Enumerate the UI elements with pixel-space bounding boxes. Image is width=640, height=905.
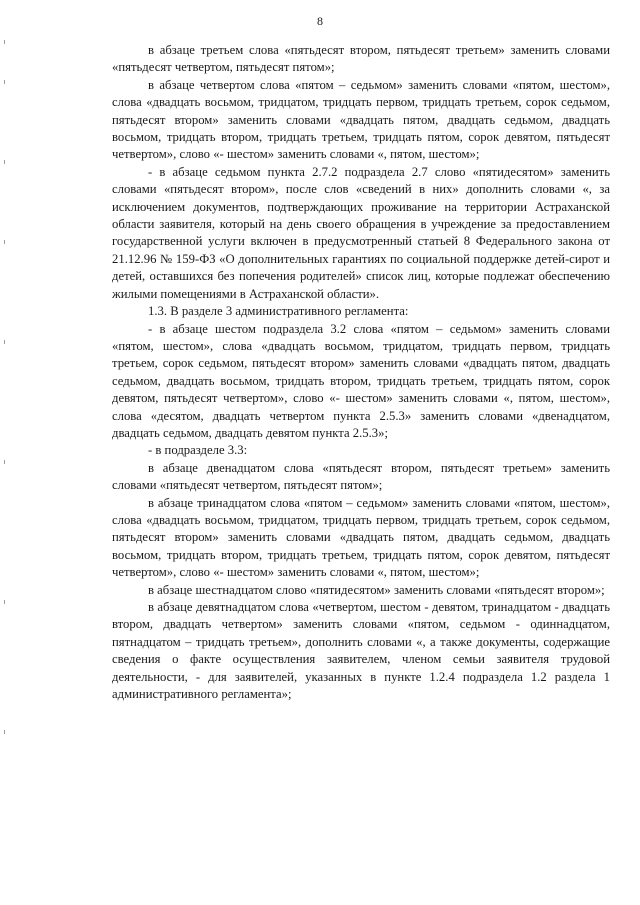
paragraph: - в абзаце седьмом пункта 2.7.2 подраздела 2.7 слово «пятидесятом» заменить словами «пятьдесят втором», после слов «сведений в них» дополнить словами «, за исключением документов, подтверждающих проживание на территории Астраханской области заявителя, который на день своего обращения в учреждение за предоставлением государственной услуги включен в предусмотренный статьей 8 Федерального закона от 21.12.96 № 159-ФЗ «О дополнительных гарантиях по социальной поддержке детей-сирот и детей, оставшихся без попечения родителей» список лиц, которые подлежат обеспечению жилыми помещениями в Астраханской области».	[112, 164, 610, 301]
paragraph: в абзаце четвертом слова «пятом – седьмом» заменить словами «пятом, шестом», слова «двадцать восьмом, тридцатом, тридцать первом, тридцать третьем, сорок седьмом, пятьдесят втором» заменить словами «двадцать пятом, двадцать седьмом, двадцать восьмом, тридцать втором, тридцать третьем, тридцать пятом, сорок девятом, пятьдесят четвертом», слово «- шестом» заменить словами «, пятом, шестом»;	[112, 77, 610, 162]
scan-margin-marks	[4, 40, 6, 780]
paragraph: - в абзаце шестом подраздела 3.2 слова «пятом – седьмом» заменить словами «пятом, шестом», слова «двадцать восьмом, тридцатом, тридцать первом, тридцать третьем, сорок седьмом, пятьдесят втором» заменить словами «двадцать пятом, двадцать седьмом, двадцать восьмом, тридцать втором, тридцать третьем, тридцать пятом, сорок девятом, пятьдесят четвертом», слово «- шестом» заменить словами «, пятом, шестом», слова «десятом, двадцать четвертом пункта 2.5.3» заменить словами «двенадцатом, двадцать седьмом, двадцать девятом пункта 2.5.3»;	[112, 321, 610, 440]
paragraph: в абзаце шестнадцатом слово «пятидесятом» заменить словами «пятьдесят втором»;	[148, 582, 605, 597]
paragraph: в абзаце девятнадцатом слова «четвертом, шестом - девятом, тринадцатом - двадцать втором, двадцать четвертом» заменить словами «пятом, седьмом - одиннадцатом, пятнадцатом – тридцать третьем», дополнить словами «, а также документы, содержащие сведения о факте осуществления заявителем, членом семьи заявителя трудовой деятельности, - для заявителей, указанных в пункте 1.2.4 подраздела 1.2 раздела 1 административного регламента»;	[112, 600, 610, 702]
paragraph: в абзаце тринадцатом слова «пятом – седьмом» заменить словами «пятом, шестом», слова «двадцать восьмом, тридцатом, тридцать первом, тридцать третьем, сорок седьмом, пятьдесят втором» заменить словами «двадцать пятом, двадцать седьмом, двадцать восьмом, тридцать втором, тридцать третьем, тридцать пятом, сорок девятом, пятьдесят четвертом», слово «- шестом» заменить словами «, пятом, шестом»;	[112, 495, 610, 580]
section-heading: 1.3. В разделе 3 административного регламента:	[148, 304, 409, 319]
paragraph: в абзаце третьем слова «пятьдесят втором, пятьдесят третьем» заменить словами «пятьдесят четвертом, пятьдесят пятом»;	[112, 43, 610, 75]
page-number: 8	[317, 14, 323, 28]
document-body	[112, 42, 610, 703]
paragraph: в абзаце двенадцатом слова «пятьдесят втором, пятьдесят третьем» заменить словами «пятьдесят четвертом, пятьдесят пятом»;	[112, 460, 610, 493]
subsection-heading: - в подразделе 3.3:	[148, 443, 248, 458]
